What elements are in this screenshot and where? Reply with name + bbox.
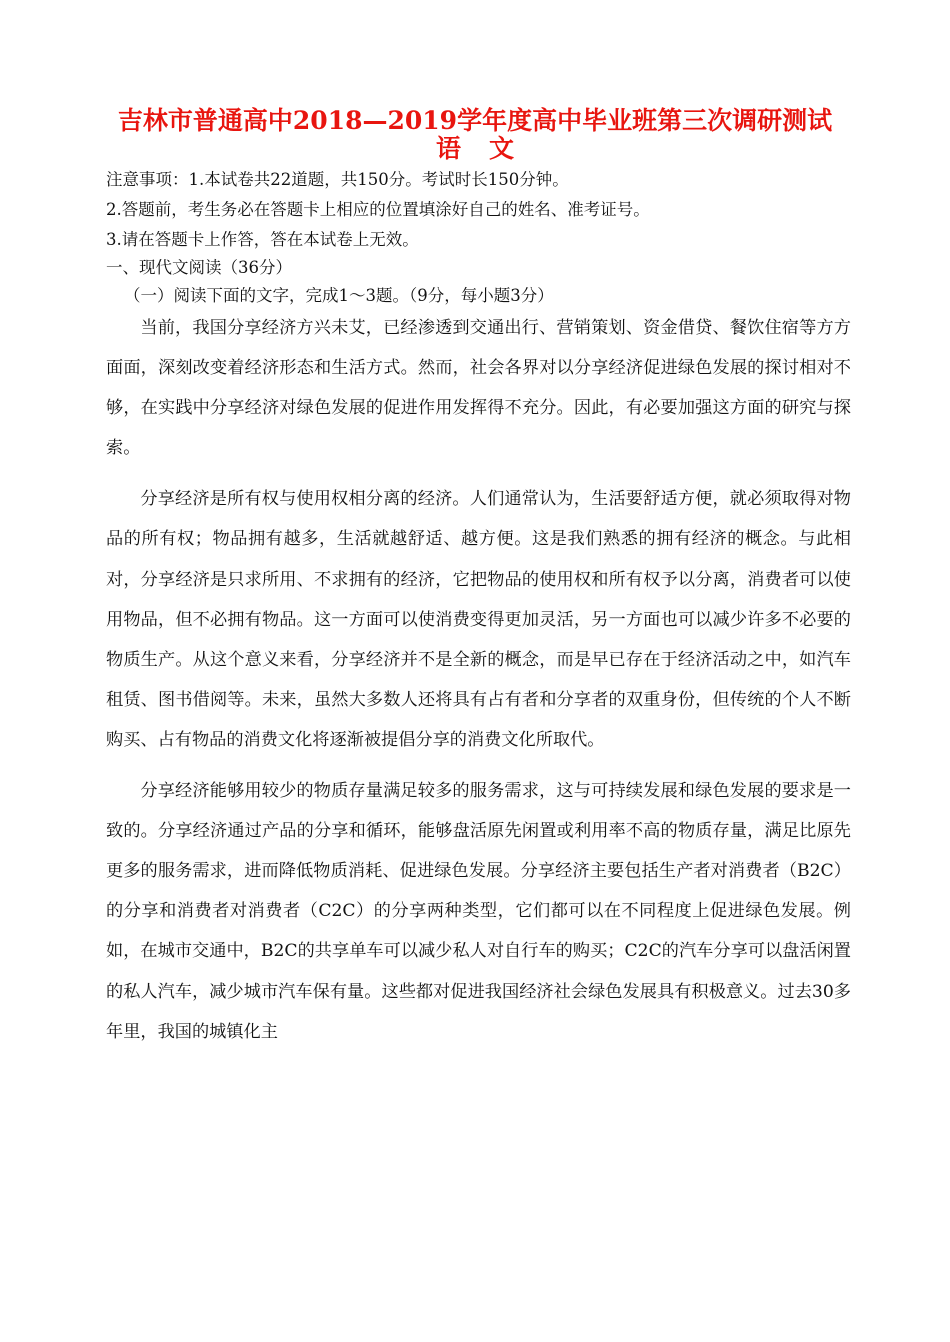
notice-line-2: 2.答题前，考生务必在答题卡上相应的位置填涂好自己的姓名、准考证号。 xyxy=(106,200,650,219)
notice-line-1: 注意事项：1.本试卷共22道题，共150分。考试时长150分钟。 xyxy=(106,170,569,189)
passage-paragraph-1: 当前，我国分享经济方兴未艾，已经渗透到交通出行、营销策划、资金借贷、餐饮住宿等方方面面，深刻改变着经济形态和生活方式。然而，社会各界对以分享经济促进绿色发展的探讨相对不够，在实践中分享经济对绿色发展的促进作用发挥得不充分。因此，有必要加强这方面的研究与探索。 xyxy=(106,318,851,459)
reading-passage xyxy=(106,308,851,1063)
subject-title: 语文 xyxy=(435,134,542,163)
notice-line-3: 3.请在答题卡上作答，答在本试卷上无效。 xyxy=(106,230,419,249)
passage-paragraph-2: 分享经济是所有权与使用权相分离的经济。人们通常认为，生活要舒适方便，就必须取得对物品的所有权；物品拥有越多，生活就越舒适、越方便。这是我们熟悉的拥有经济的概念。与此相对，分享经济是只求所用、不求拥有的经济，它把物品的使用权和所有权予以分离，消费者可以使用物品，但不必拥有物品。这一方面可以使消费变得更加灵活，另一方面也可以减少许多不必要的物质生产。从这个意义来看，分享经济并不是全新的概念，而是早已存在于经济活动之中，如汽车租赁、图书借阅等。未来，虽然大多数人还将具有占有者和分享者的双重身份，但传统的个人不断购买、占有物品的消费文化将逐渐被提倡分享的消费文化所取代。 xyxy=(106,489,851,750)
subsection-heading: （一）阅读下面的文字，完成1～3题。（9分，每小题3分） xyxy=(124,286,554,305)
passage-paragraph-3: 分享经济能够用较少的物质存量满足较多的服务需求，这与可持续发展和绿色发展的要求是一致的。分享经济通过产品的分享和循环，能够盘活原先闲置或利用率不高的物质存量，满足比原先更多的服务需求，进而降低物质消耗、促进绿色发展。分享经济主要包括生产者对消费者（B2C）的分享和消费者对消费者（C2C）的分享两种类型，它们都可以在不同程度上促进绿色发展。例如，在城市交通中，B2C的共享单车可以减少私人对自行车的购买；C2C的汽车分享可以盘活闲置的私人汽车，减少城市汽车保有量。这些都对促进我国经济社会绿色发展具有积极意义。过去30多年里，我国的城镇化主 xyxy=(106,781,851,1042)
section-heading: 一、现代文阅读（36分） xyxy=(106,258,292,277)
exam-title: 吉林市普通高中2018—2019学年度高中毕业班第三次调研测试 xyxy=(117,106,833,135)
